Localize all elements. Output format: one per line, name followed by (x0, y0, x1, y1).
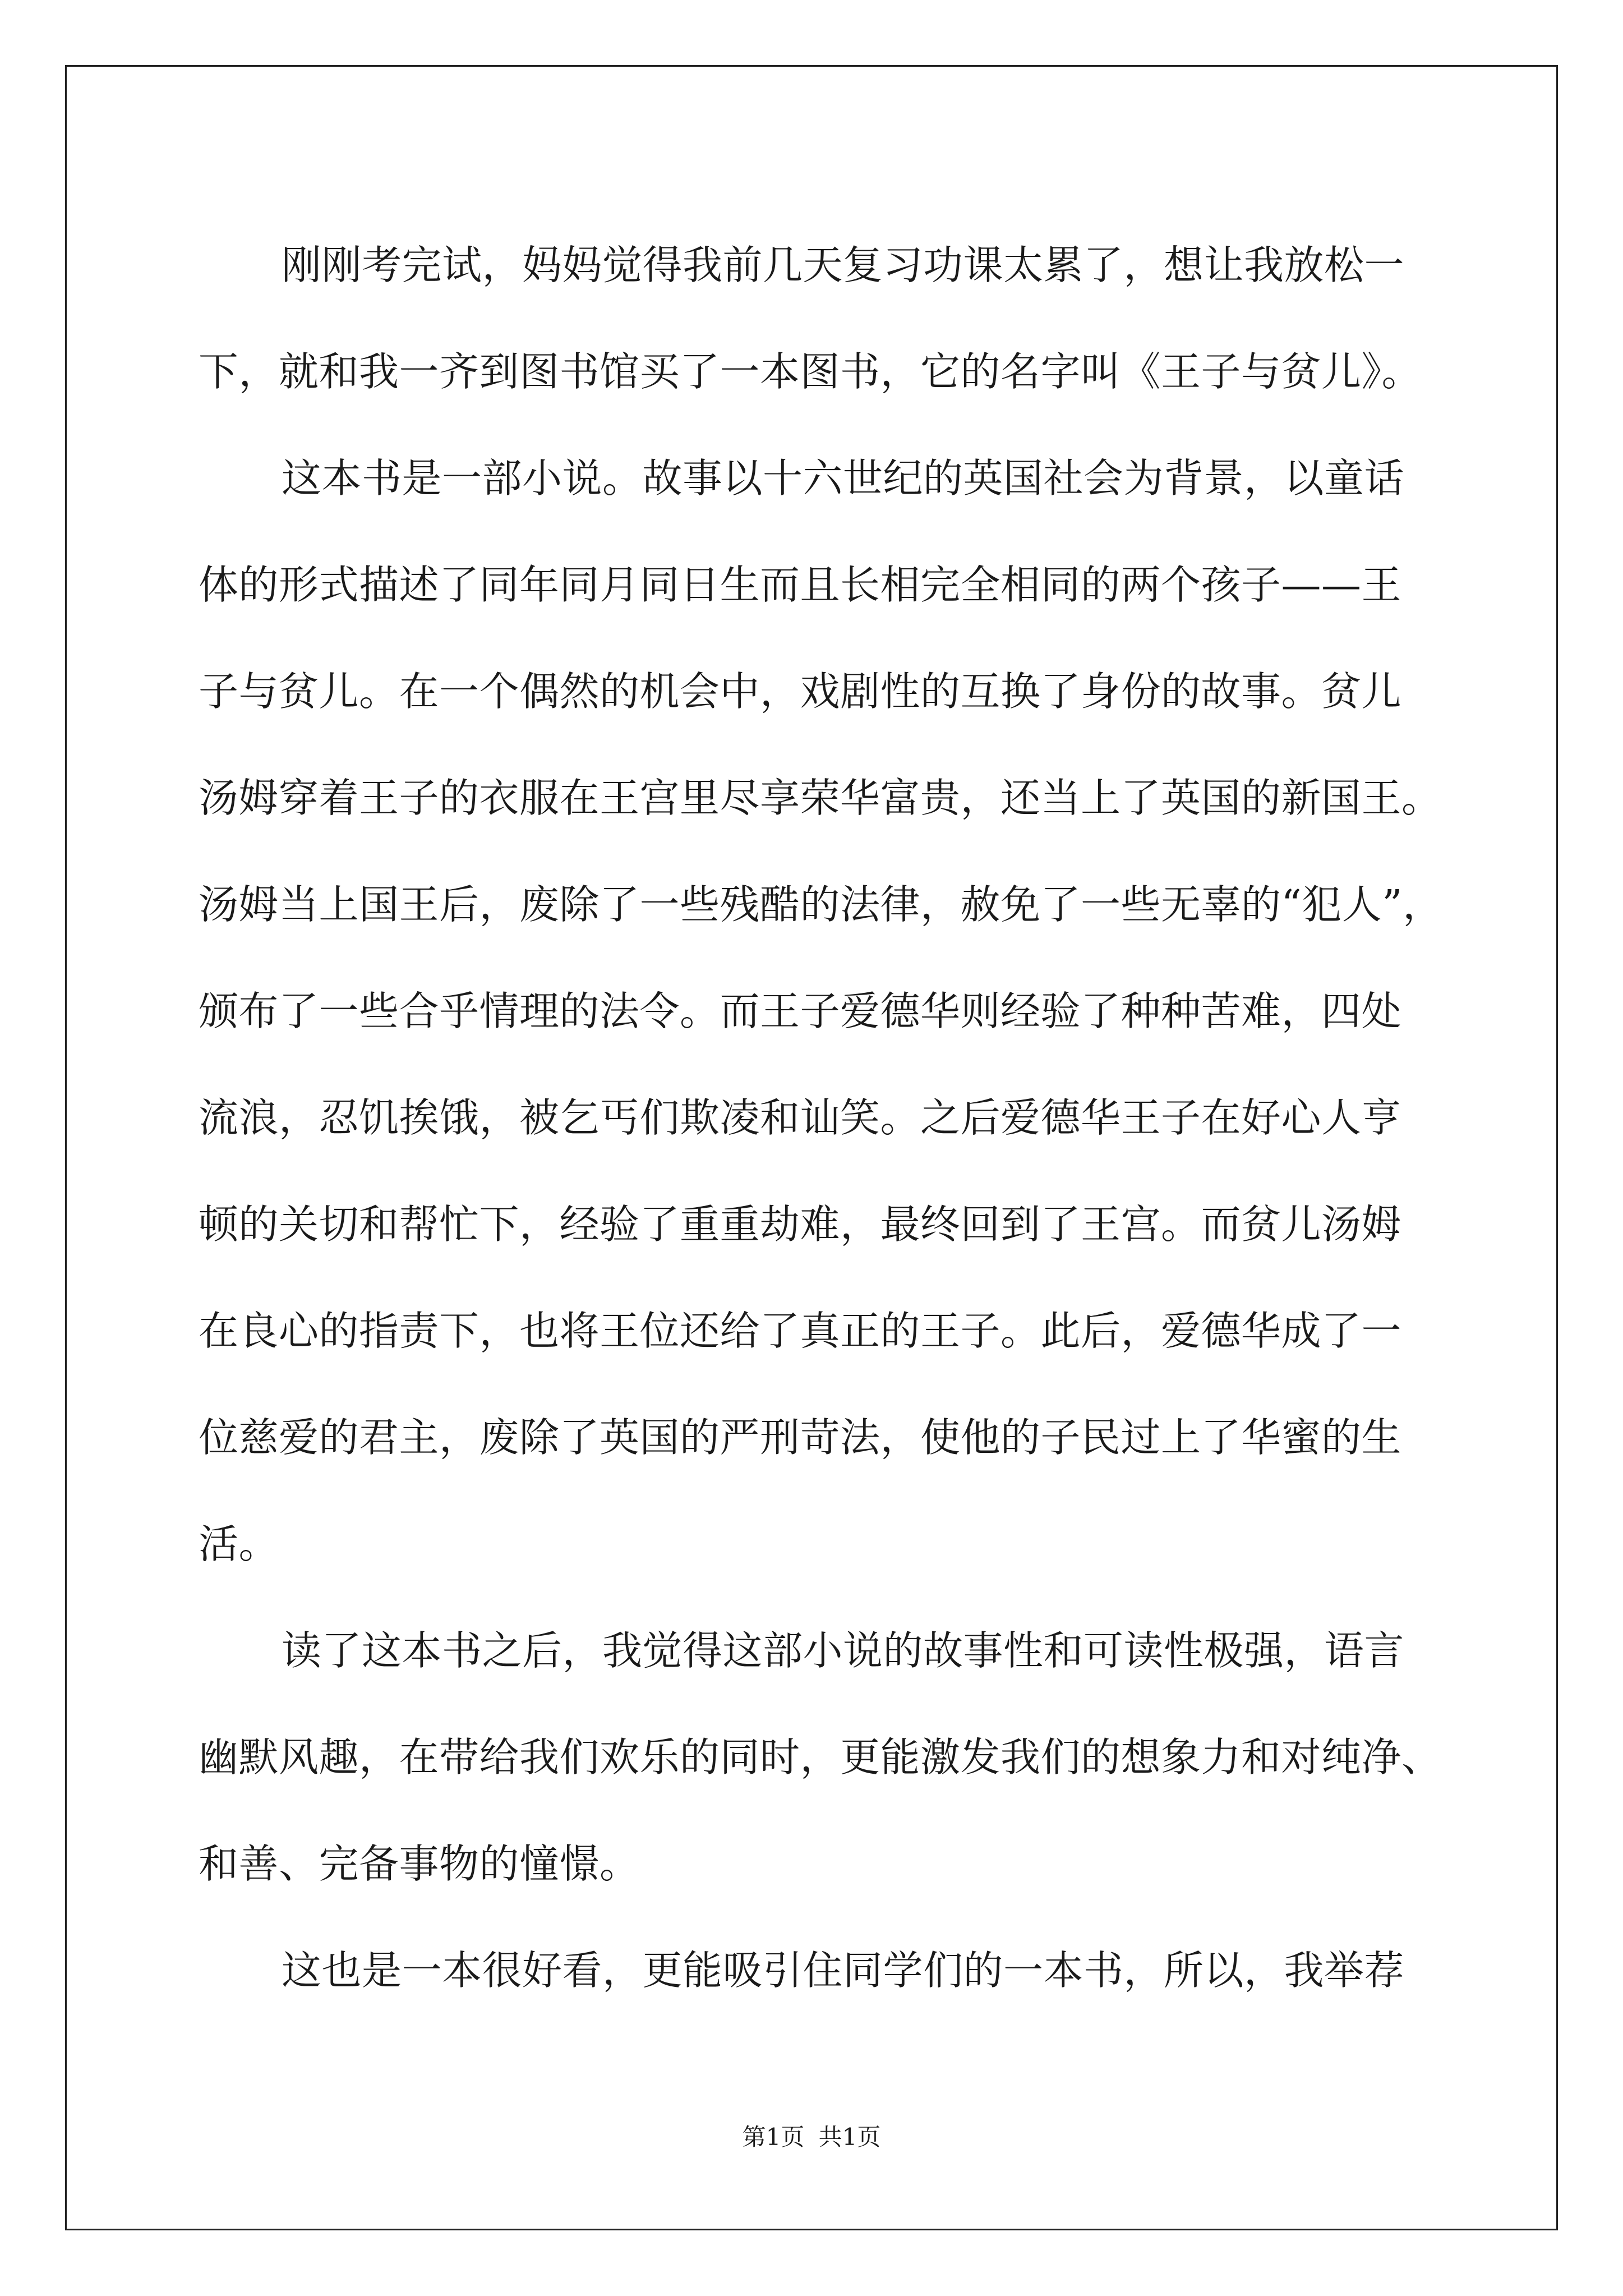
text-line: 这也是一本很好看，更能吸引住同学们的一本书，所以，我举荐 (282, 1947, 1405, 1994)
text-line: 汤姆当上国王后，废除了一些残酷的法律，赦免了一些无辜的“犯人”， (199, 881, 1443, 928)
text-line: 位慈爱的君主，废除了英国的严刑苛法，使他的子民过上了华蜜的生 (199, 1414, 1402, 1461)
document-body (199, 212, 1443, 2024)
page-footer: 第1页 共1页 (742, 2123, 881, 2151)
text-line: 下，就和我一齐到图书馆买了一本图书，它的名字叫《王子与贫儿》。 (199, 348, 1422, 395)
text-line: 刚刚考完试，妈妈觉得我前几天复习功课太累了，想让我放松一 (282, 242, 1405, 288)
text-line: 子与贫儿。在一个偶然的机会中，戏剧性的互换了身份的故事。贫儿 (199, 668, 1402, 715)
text-line: 顿的关切和帮忙下，经验了重重劫难，最终回到了王宫。而贫儿汤姆 (199, 1201, 1402, 1248)
text-line: 这本书是一部小说。故事以十六世纪的英国社会为背景，以童话 (282, 455, 1405, 501)
text-line: 汤姆穿着王子的衣服在王宫里尽享荣华富贵，还当上了英国的新国王。 (199, 775, 1442, 821)
text-line: 体的形式描述了同年同月同日生而且长相完全相同的两个孩子——王 (199, 562, 1402, 608)
text-line: 在良心的指责下，也将王位还给了真正的王子。此后，爱德华成了一 (199, 1308, 1402, 1354)
text-line: 读了这本书之后，我觉得这部小说的故事性和可读性极强，语言 (282, 1627, 1405, 1674)
text-line: 活。 (199, 1521, 279, 1567)
text-line: 和善、完备事物的憧憬。 (199, 1841, 640, 1887)
text-line: 颁布了一些合乎情理的法令。而王子爱德华则经验了种种苦难，四处 (199, 988, 1402, 1034)
text-line: 流浪，忍饥挨饿，被乞丐们欺凌和讪笑。之后爱德华王子在好心人亨 (199, 1094, 1402, 1141)
text-line: 幽默风趣，在带给我们欢乐的同时，更能激发我们的想象力和对纯净、 (199, 1734, 1442, 1780)
